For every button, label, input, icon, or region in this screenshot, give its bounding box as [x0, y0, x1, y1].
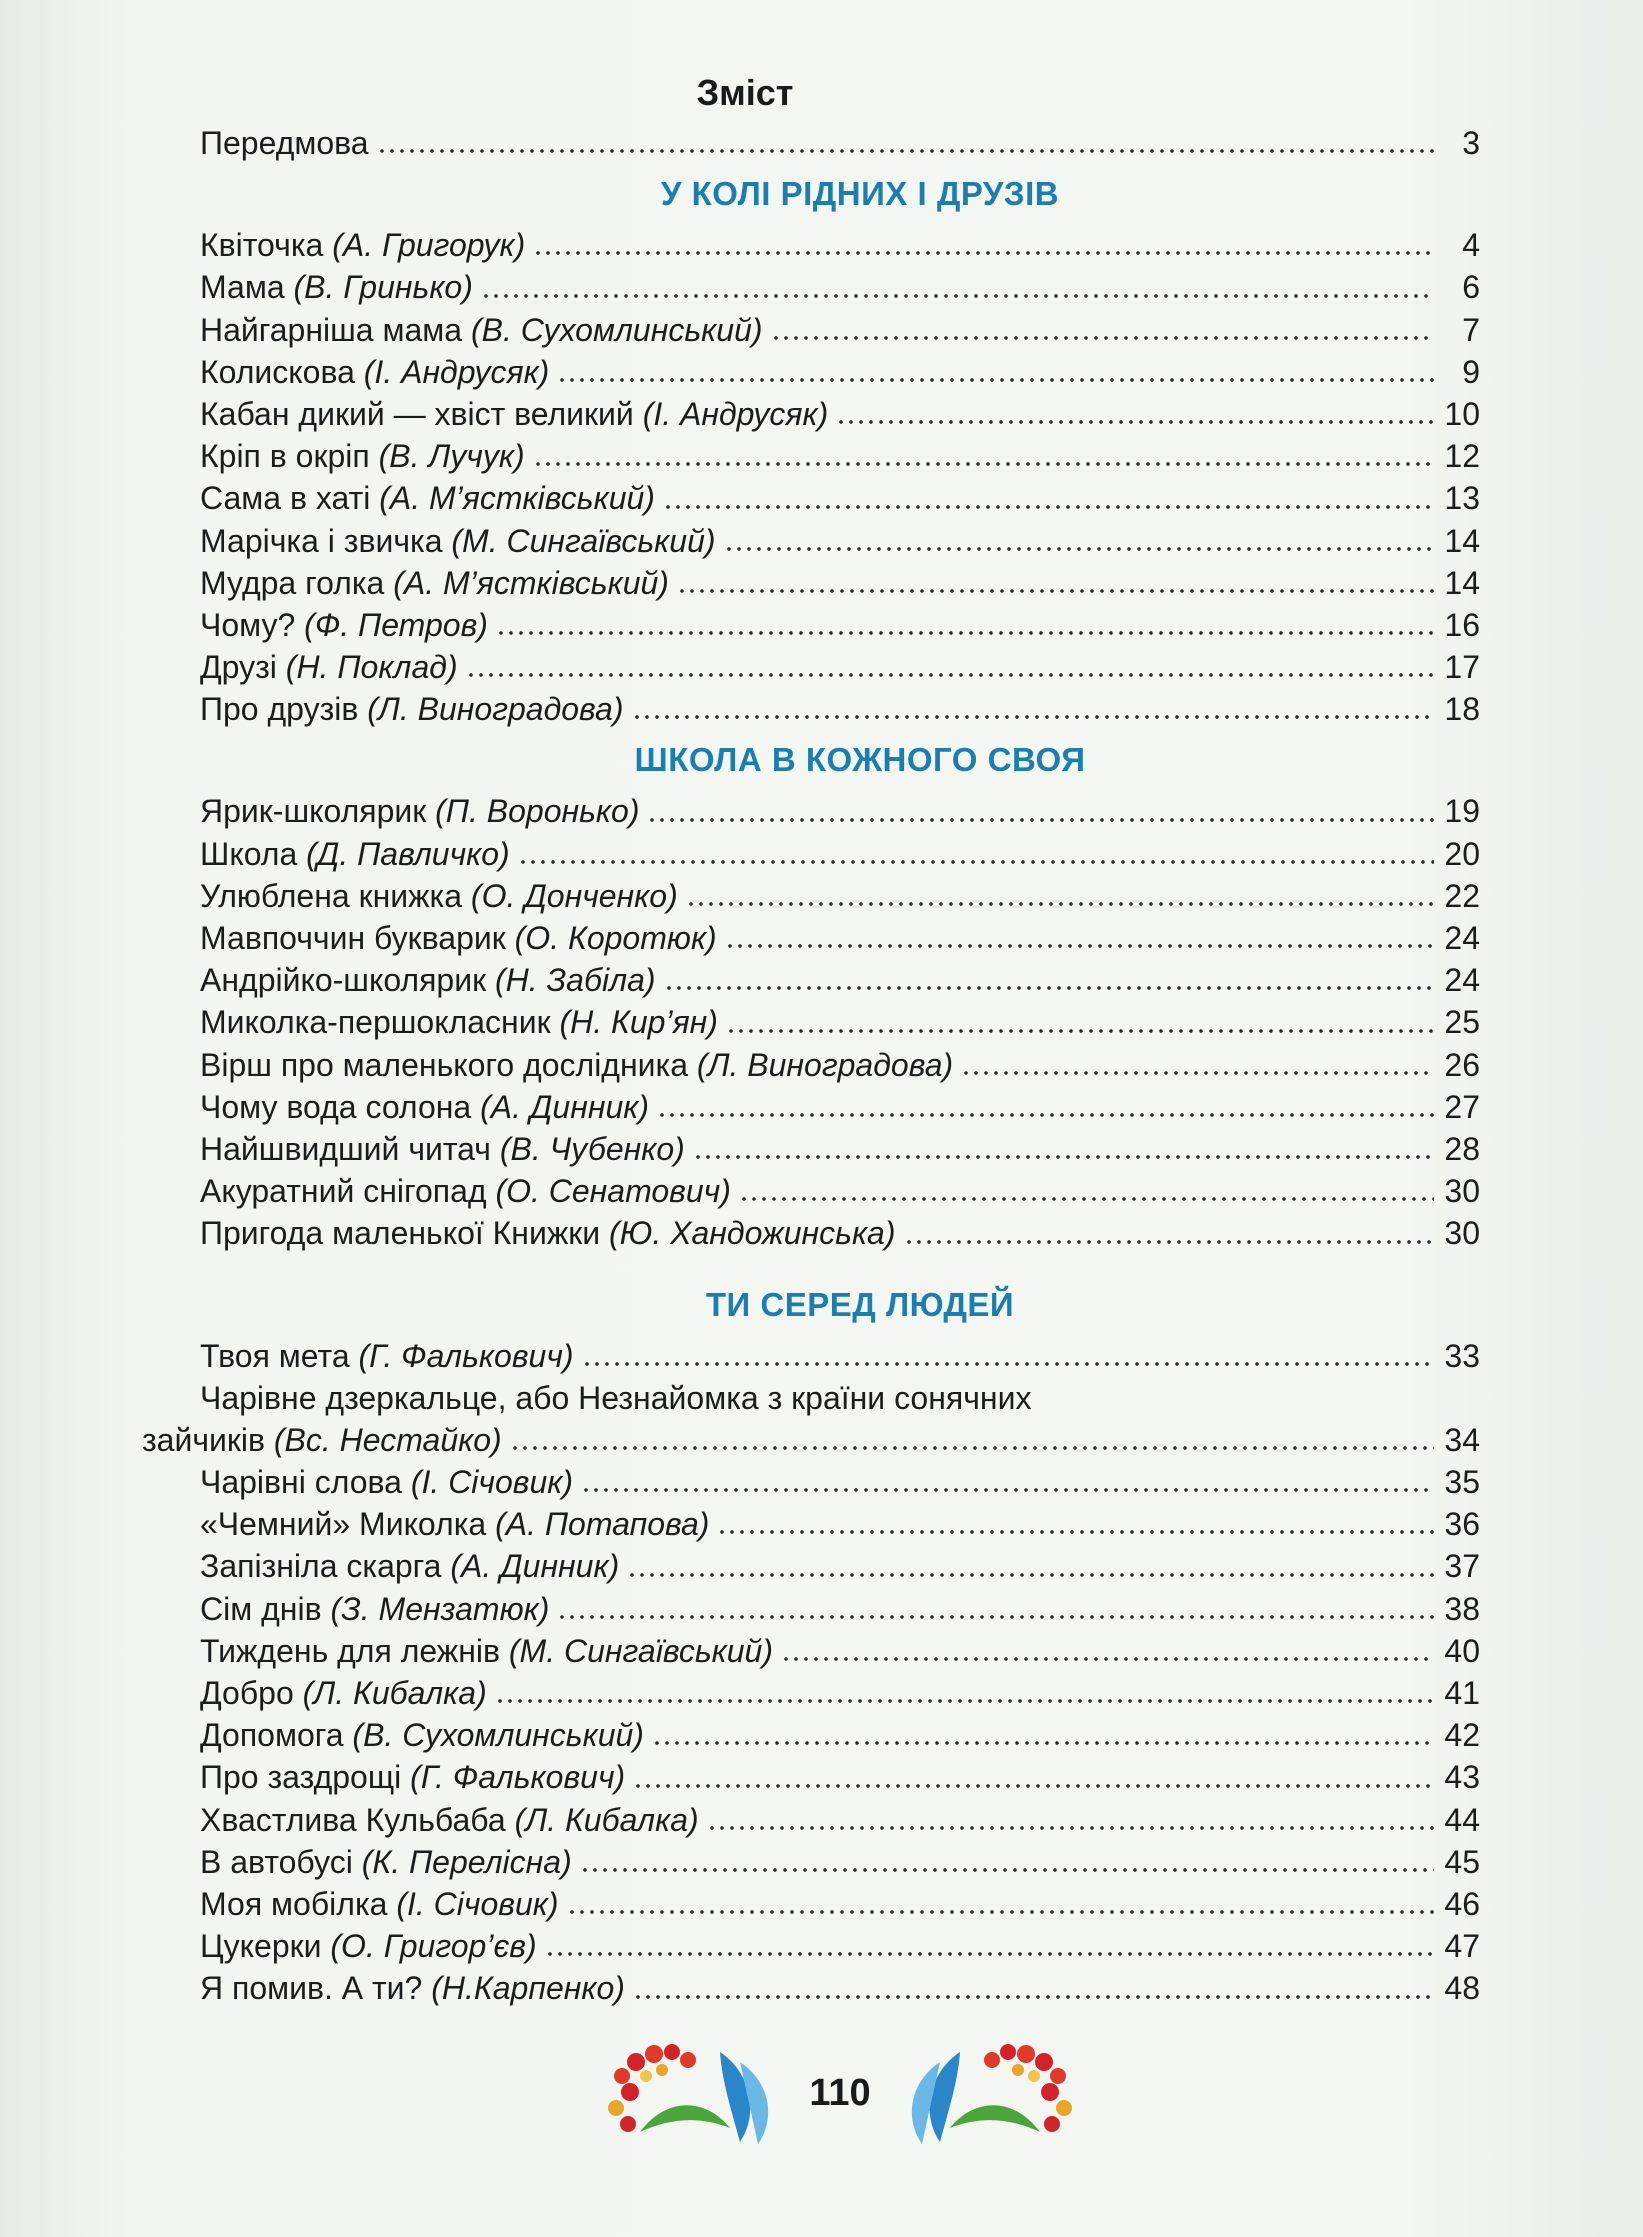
toc-entry	[200, 520, 1480, 562]
section-heading: ШКОЛА В КОЖНОГО СВОЯ	[634, 741, 1086, 779]
entry-page-number: 13	[1444, 480, 1480, 517]
toc-entry	[200, 790, 1480, 832]
entry-author: (М. Сингаївський)	[508, 1632, 773, 1669]
entry-title: Запізніла скарга	[200, 1548, 442, 1585]
entry-author: (І. Січовик)	[410, 1464, 574, 1501]
entry-title: Твоя мета	[200, 1337, 350, 1374]
entry-page-number: 33	[1444, 1337, 1480, 1374]
entry-page-number: 34	[1444, 1421, 1480, 1458]
entry-title: Вірш про маленького дослідника	[200, 1046, 689, 1083]
toc-entry	[200, 604, 1480, 646]
toc-entry	[200, 1672, 1480, 1714]
dot-leader	[495, 1698, 1434, 1704]
entry-page-number: 42	[1444, 1717, 1480, 1754]
entry-title: Цукерки	[200, 1928, 322, 1965]
entry-page-number: 45	[1444, 1843, 1480, 1880]
entry-page-number: 48	[1444, 1970, 1480, 2007]
toc-entry	[142, 1419, 1480, 1461]
toc-entry	[200, 1170, 1480, 1212]
entry-title: Хвастлива Кульбаба	[200, 1801, 506, 1838]
entry-author: (М. Сингаївський)	[451, 522, 716, 559]
toc-entry	[200, 435, 1480, 477]
toc-entry	[200, 1128, 1480, 1170]
entry-title: Квіточка	[200, 227, 324, 264]
entry-author: (О. Григор’єв)	[330, 1928, 537, 1965]
dot-leader	[627, 1572, 1434, 1578]
entry-author: (В. Чубенко)	[499, 1130, 685, 1167]
entry-page-number: 44	[1444, 1801, 1480, 1838]
dot-leader	[693, 1154, 1434, 1160]
entry-page-number: 6	[1462, 269, 1480, 306]
entry-title: Я помив. А ти?	[200, 1970, 423, 2007]
entry-author: (П. Воронько)	[435, 793, 640, 830]
entry-title: Найшвидший читач	[200, 1130, 491, 1167]
entry-author: (Н.Карпенко)	[431, 1970, 625, 2007]
entry-title: Пригода маленької Книжки	[200, 1215, 601, 1252]
dot-leader	[781, 1656, 1434, 1662]
toc-entry	[200, 1044, 1480, 1086]
entry-author: (Л. Виноградова)	[696, 1046, 954, 1083]
entry-title: Ярик-школярик	[200, 793, 427, 830]
toc-entry	[200, 477, 1480, 519]
entry-page-number: 40	[1444, 1632, 1480, 1669]
entry-title: Передмова	[200, 125, 369, 161]
entry-page-number: 16	[1444, 606, 1480, 643]
dot-leader	[377, 148, 1434, 154]
entry-title: зайчиків	[142, 1421, 265, 1458]
page-footer	[600, 2032, 1080, 2152]
entry-title: Чарівні слова	[200, 1464, 402, 1501]
entry-title: Колискова	[200, 353, 355, 390]
entry-title: Мама	[200, 269, 285, 306]
dot-leader	[657, 1112, 1434, 1118]
toc-entry	[200, 1799, 1480, 1841]
entry-page-number: 30	[1444, 1173, 1480, 1210]
page-number: 110	[809, 2072, 871, 2114]
toc-entry	[200, 1545, 1480, 1587]
entry-title: Моя мобілка	[200, 1885, 388, 1922]
entry-page-number: 18	[1444, 691, 1480, 728]
entry-title: Чому вода солона	[200, 1088, 472, 1125]
entry-title: Друзі	[200, 649, 277, 686]
dot-leader	[663, 504, 1434, 510]
entry-author: (Ф. Петров)	[304, 606, 488, 643]
entry-title: Мудра голка	[200, 564, 385, 601]
entry-title: Сім днів	[200, 1590, 322, 1627]
entry-page-number: 36	[1444, 1506, 1480, 1543]
entry-page-number: 30	[1444, 1215, 1480, 1252]
entry-author: (В. Сухомлинський)	[352, 1717, 644, 1754]
entry-author: (Н. Поклад)	[285, 649, 458, 686]
dot-leader	[647, 817, 1434, 823]
entry-author: (О. Сенатович)	[495, 1173, 731, 1210]
entry-title: Кріп в окріп	[200, 438, 370, 475]
toc-entry	[200, 224, 1480, 266]
entry-author: (І. Андрусяк)	[363, 353, 550, 390]
toc-entry	[200, 1967, 1480, 2009]
dot-leader	[567, 1909, 1435, 1915]
entry-page-number: 9	[1462, 353, 1480, 390]
entry-page-number: 41	[1444, 1675, 1480, 1711]
entry-title: Чарівне дзеркальце, або Незнайомка з країни сонячних	[200, 1379, 1032, 1416]
entry-page-number: 12	[1444, 438, 1480, 475]
dot-leader	[518, 859, 1434, 865]
toc-entry	[200, 351, 1480, 393]
entry-author: (А. Григорук)	[332, 227, 526, 264]
toc-entry	[200, 1001, 1480, 1043]
toc-title-line	[200, 1377, 1480, 1419]
entry-title: Кабан дикий — хвіст великий	[200, 395, 634, 432]
toc-entry	[200, 1714, 1480, 1756]
dot-leader	[771, 335, 1434, 341]
toc-entry	[200, 1212, 1480, 1254]
dot-leader	[652, 1740, 1434, 1746]
section-heading: У КОЛІ РІДНИХ І ДРУЗІВ	[660, 175, 1060, 213]
dot-leader	[633, 1783, 1434, 1789]
entry-page-number: 3	[1462, 125, 1480, 161]
dot-leader	[580, 1867, 1434, 1873]
entry-author: (Н. Забіла)	[494, 962, 656, 999]
entry-page-number: 20	[1444, 835, 1480, 872]
entry-author: (А. Потапова)	[495, 1506, 710, 1543]
section-heading: ТИ СЕРЕД ЛЮДЕЙ	[705, 1285, 1015, 1323]
dot-leader	[510, 1445, 1434, 1451]
entry-page-number: 14	[1444, 564, 1480, 601]
entry-page-number: 4	[1462, 227, 1480, 264]
toc-entry	[200, 1883, 1480, 1925]
entry-page-number: 37	[1444, 1548, 1480, 1585]
toc-entry	[200, 833, 1480, 875]
entry-title: Марічка і звичка	[200, 522, 443, 559]
entry-page-number: 25	[1444, 1004, 1480, 1041]
entry-author: (А. Динник)	[480, 1088, 649, 1125]
toc-entry	[200, 1925, 1480, 1967]
entry-title: Андрійко-школярик	[200, 962, 487, 999]
entry-page-number: 26	[1444, 1046, 1480, 1083]
entry-title: Тиждень для лежнів	[200, 1632, 500, 1669]
entry-page-number: 38	[1444, 1590, 1480, 1627]
dot-leader	[481, 293, 1434, 299]
dot-leader	[466, 672, 1434, 678]
entry-page-number: 27	[1444, 1088, 1480, 1125]
entry-author: (Д. Павличко)	[306, 835, 510, 872]
dot-leader	[717, 1529, 1434, 1535]
viburnum-ornament-right-icon	[890, 2032, 1080, 2152]
entry-author: (Г. Фалькович)	[410, 1759, 626, 1796]
entry-page-number: 46	[1444, 1885, 1480, 1922]
entry-title: Про заздрощі	[200, 1759, 402, 1796]
dot-leader	[533, 461, 1434, 467]
entry-page-number: 35	[1444, 1464, 1480, 1501]
entry-author: (Л. Кибалка)	[514, 1801, 699, 1838]
entry-author: (Н. Кир’ян)	[559, 1004, 718, 1041]
entry-page-number: 28	[1444, 1130, 1480, 1167]
toc-entry	[200, 959, 1480, 1001]
toc-entry	[200, 1756, 1480, 1798]
entry-page-number: 47	[1444, 1928, 1480, 1965]
dot-leader	[961, 1070, 1434, 1076]
dot-leader	[686, 901, 1434, 907]
entry-author: (В. Сухомлинський)	[470, 311, 763, 348]
dot-leader	[725, 943, 1434, 949]
entry-title: Чому?	[200, 606, 296, 643]
toc-entry	[200, 1503, 1480, 1545]
dot-leader	[677, 588, 1434, 594]
dot-leader	[836, 419, 1434, 425]
dot-leader	[581, 1487, 1434, 1493]
entry-title: Миколка-першокласник	[200, 1004, 551, 1041]
entry-title: Мавпоччин букварик	[200, 920, 506, 956]
entry-title: Найгарніша мама	[200, 311, 463, 348]
dot-leader	[904, 1239, 1435, 1245]
entry-page-number: 19	[1444, 793, 1480, 830]
toc-entry	[200, 122, 1480, 164]
entry-author: (І. Січовик)	[396, 1885, 559, 1922]
entry-author: (І. Андрусяк)	[642, 395, 829, 432]
entry-author: (З. Мензатюк)	[330, 1590, 550, 1627]
entry-author: (К. Перелісна)	[361, 1843, 572, 1880]
entry-page-number: 24	[1444, 920, 1480, 956]
toc-entry	[200, 393, 1480, 435]
entry-author: (А. М’ястківський)	[379, 480, 655, 517]
entry-title: Про друзів	[200, 691, 359, 728]
entry-author: (А. М’ястківський)	[393, 564, 669, 601]
toc-entry	[200, 875, 1480, 917]
entry-page-number: 17	[1444, 649, 1480, 686]
dot-leader	[633, 1994, 1434, 2000]
entry-author: (О. Коротюк)	[514, 920, 717, 956]
toc-entry	[200, 1086, 1480, 1128]
entry-author: (А. Динник)	[450, 1548, 620, 1585]
dot-leader	[707, 1825, 1434, 1831]
dot-leader	[724, 546, 1434, 552]
dot-leader	[533, 250, 1434, 256]
entry-title: Допомога	[200, 1717, 344, 1754]
toc-entry	[200, 917, 1480, 959]
dot-leader	[726, 1028, 1434, 1034]
entry-author: (О. Донченко)	[470, 877, 678, 914]
toc-entry	[200, 562, 1480, 604]
toc-entry	[200, 266, 1480, 308]
toc-entry	[200, 1335, 1480, 1377]
dot-leader	[664, 985, 1434, 991]
page-title: Зміст	[696, 72, 794, 113]
entry-page-number: 10	[1444, 395, 1480, 432]
entry-title: Сама в хаті	[200, 480, 371, 517]
entry-author: (Г. Фалькович)	[358, 1337, 574, 1374]
entry-title: Школа	[200, 835, 298, 872]
toc-entry	[200, 646, 1480, 688]
toc-entry	[200, 1630, 1480, 1672]
toc-entries	[142, 122, 1480, 2010]
dot-leader	[557, 1614, 1434, 1620]
dot-leader	[582, 1361, 1434, 1367]
entry-page-number: 14	[1444, 522, 1480, 559]
toc-entry	[200, 1461, 1480, 1503]
entry-title: В автобусі	[200, 1843, 353, 1880]
dot-leader	[632, 714, 1435, 720]
toc-entry	[200, 1841, 1480, 1883]
entry-title: Улюблена книжка	[200, 877, 463, 914]
entry-author: (В. Гринько)	[293, 269, 473, 306]
entry-page-number: 22	[1444, 877, 1480, 914]
entry-page-number: 7	[1462, 311, 1480, 348]
entry-page-number: 43	[1444, 1759, 1480, 1796]
toc-entry	[200, 309, 1480, 351]
dot-leader	[545, 1951, 1434, 1957]
dot-leader	[557, 377, 1434, 383]
entry-author: (Ю. Хандожинська)	[609, 1215, 896, 1252]
entry-title: Акуратний снігопад	[200, 1173, 487, 1210]
entry-author: (Л. Кибалка)	[302, 1675, 487, 1711]
entry-author: (Л. Виноградова)	[367, 691, 624, 728]
entry-author: (В. Лучук)	[378, 438, 525, 475]
toc-entry	[200, 688, 1480, 730]
dot-leader	[739, 1196, 1434, 1202]
entry-title: Добро	[200, 1675, 294, 1711]
dot-leader	[496, 630, 1434, 636]
entry-title: «Чемний» Миколка	[200, 1506, 487, 1543]
entry-author: (Вс. Нестайко)	[273, 1421, 502, 1458]
toc-entry	[200, 1588, 1480, 1630]
viburnum-ornament-left-icon	[600, 2032, 790, 2152]
entry-page-number: 24	[1444, 962, 1480, 999]
